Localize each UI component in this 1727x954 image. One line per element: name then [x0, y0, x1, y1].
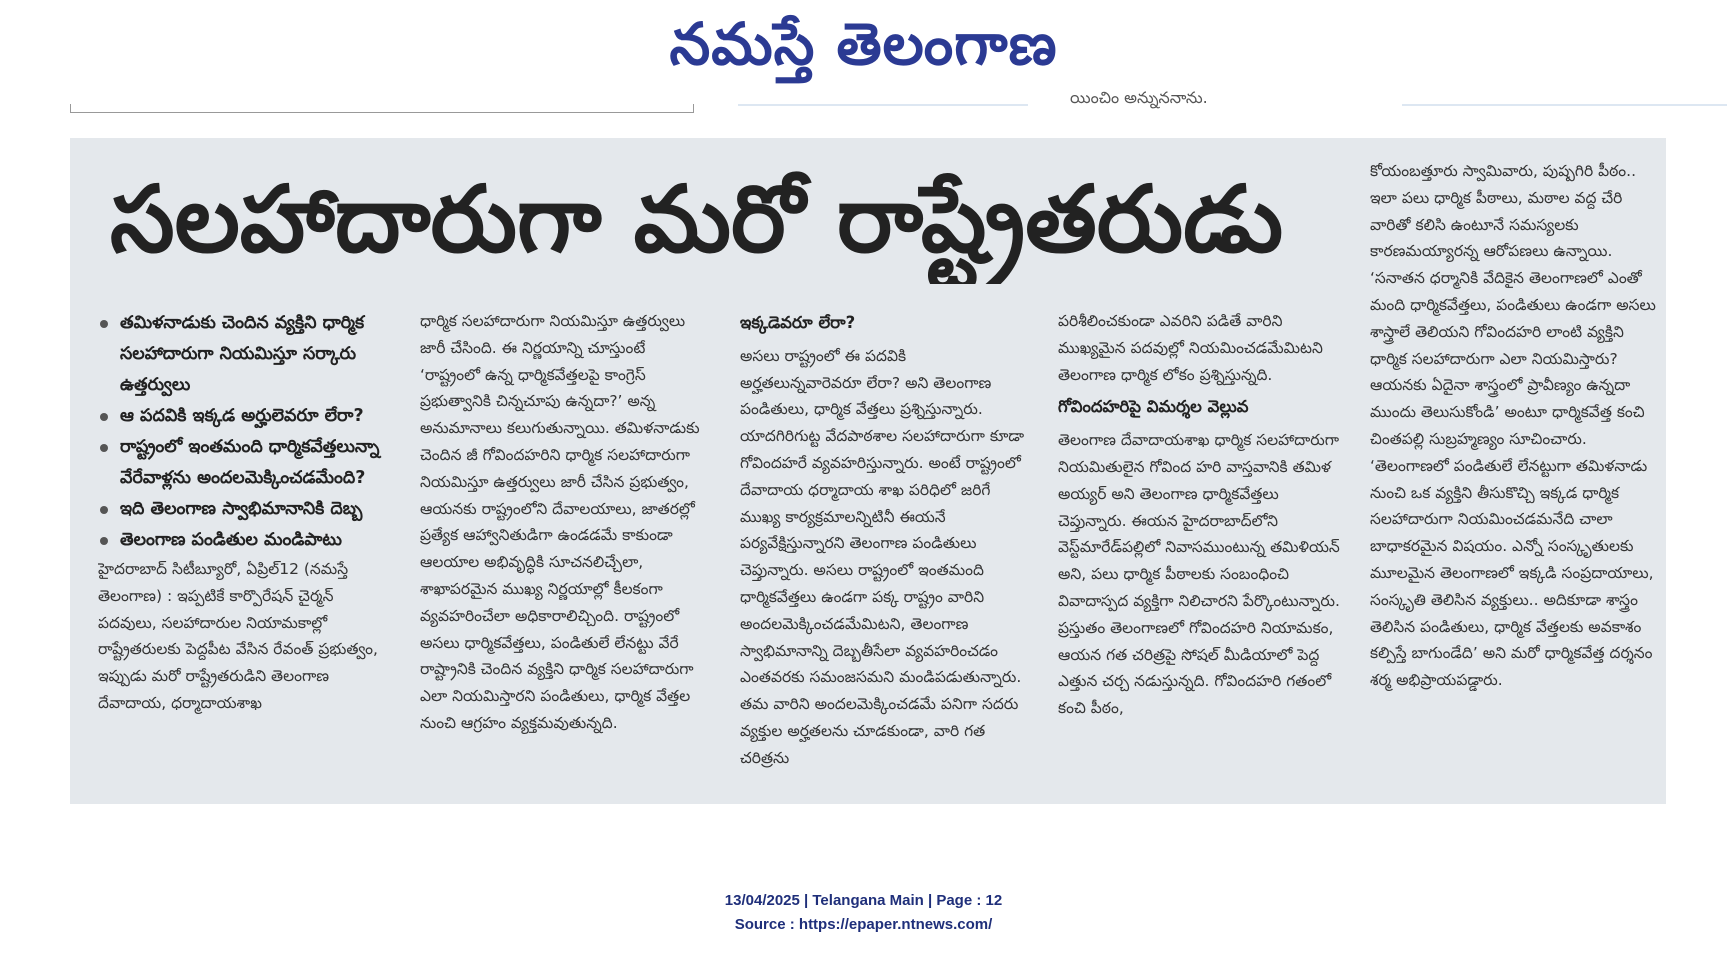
bullet-item: ఇది తెలంగాణ స్వాభిమానానికి దెబ్బ [98, 494, 388, 525]
subheading-no-one-here: ఇక్కడెవరూ లేరా? [740, 313, 856, 332]
top-text-fragment: యించిం అన్నుననాను. [1070, 88, 1208, 107]
article-panel [70, 138, 1666, 804]
masthead-logo: నమస్తే తెలంగాణ [669, 10, 1058, 78]
article-column-5 [1370, 158, 1660, 798]
article-paragraph: పరిశీలించకుండా ఎవరిని పడితే వారిని ముఖ్యమైన పదవుల్లో నియమించడమేమిటని తెలంగాణ ధార్మిక లోకం ప్రశ్నిస్తున్నది. [1058, 312, 1323, 384]
article-paragraph: కోయంబత్తూరు స్వామివారు, పుష్పగిరి పీఠం.. ఇలా పలు ధార్మిక పీఠాలు, మఠాల వద్ద చేరి వారితో కలిసి ఉంటూనే సమస్యలకు కారణమయ్యారన్న ఆరోపణలు ఉన్నాయి. ‘సనాతన ధర్మానికి వేదికైన తెలంగాణలో ఎంతో మంది ధార్మికవేత్తలు, పండితులు ఉండగా అసలు శాస్త్రాలే తెలియని గోవిందహరి లాంటి వ్యక్తిని ధార్మిక సలహాదారుగా ఎలా నియమిస్తారు? ఆయనకు ఏదైనా శాస్త్రంలో ప్రావీణ్యం ఉన్నదా ముందు తెలుసుకోండి’ అంటూ ధార్మికవేత్త కంచి చింతపల్లి సుబ్రహ్మణ్యం సూచించారు. ‘తెలంగాణలో పండితులే లేనట్టుగా తమిళనాడు నుంచి ఒక వ్యక్తిని తీసుకొచ్చి ఇక్కడ ధార్మిక సలహాదారుగా నియమించడమనేది చాలా బాధాకరమైన విషయం. ఎన్నో సంస్కృతులకు మూలమైన తెలంగాణలో ఇక్కడి సంప్రదాయాలు, సంస్కృతి తెలిసిన వ్యక్తులు.. అదికూడా శాస్త్రం తెలిసిన పండితులు, ధార్మిక వేత్తలకు అవకాశం కల్పిస్తే బాగుండేది’ అని మరో ధార్మికవేత్త దర్శనం శర్మ అభిప్రాయపడ్డారు. [1370, 162, 1656, 690]
article-column-2 [420, 308, 710, 798]
article-paragraph: అసలు రాష్ట్రంలో ఈ పదవికి అర్హతలున్నవారెవరూ లేరా? అని తెలంగాణ పండితులు, ధార్మిక వేత్తలు ప్రశ్నిస్తున్నారు. యాదగిరిగుట్ట వేదపాఠశాల సలహాదారుగా కూడా గోవిందహరే వ్యవహరిస్తున్నారు. అంటే రాష్ట్రంలో దేవాదాయ ధర్మాదాయ శాఖ పరిధిలో జరిగే ముఖ్య కార్యక్రమాలన్నిటినీ ఈయనే పర్యవేక్షిస్తున్నారని తెలంగాణ పండితులు చెప్తున్నారు. అసలు రాష్ట్రంలో ఇంతమంది ధార్మికవేత్తలు ఉండగా పక్క రాష్ట్రం వారిని అందలమెక్కించడమేమిటని, తెలంగాణ స్వాభిమానాన్ని దెబ్బతీసేలా వ్యవహరించడం ఎంతవరకు సమంజసమని మండిపడుతున్నారు. తమ వారిని అందలమెక్కించడమే పనిగా సదరు వ్యక్తుల అర్హతలను చూడకుండా, వారి గత చరిత్రను [740, 346, 1025, 767]
bullet-item: రాష్ట్రంలో ఇంతమంది ధార్మికవేత్తలున్నా వేరేవాళ్లను అందలమెక్కించడమేంది? [98, 432, 388, 494]
bullet-dot-icon [100, 413, 108, 421]
top-divider-left [70, 104, 694, 113]
bullet-dot-icon [100, 537, 108, 545]
article-headline: సలహాదారుగా మరో రాష్ట్రేతరుడు [110, 166, 1284, 273]
bullet-dot-icon [100, 506, 108, 514]
article-column-4 [1058, 308, 1348, 798]
article-column-3 [740, 308, 1030, 798]
top-divider-middle [738, 104, 1028, 106]
bullet-dot-icon [100, 444, 108, 452]
bullet-item: తమిళనాడుకు చెందిన వ్యక్తిని ధార్మిక సలహాదారుగా నియమిస్తూ సర్కారు ఉత్తర్వులు [98, 308, 388, 401]
bullet-item: ఆ పదవికి ఇక్కడ అర్హులెవరూ లేరా? [98, 401, 388, 432]
footer-edition-info: 13/04/2025 | Telangana Main | Page : 12 [724, 892, 1003, 909]
article-paragraph: ధార్మిక సలహాదారుగా నియమిస్తూ ఉత్తర్వులు జారీ చేసింది. ఈ నిర్ణయాన్ని చూస్తుంటే ‘రాష్ట్రంలో ఉన్న ధార్మికవేత్తలపై కాంగ్రెస్ ప్రభుత్వానికి చిన్నచూపు ఉన్నదా?’ అన్న అనుమానాలు కలుగుతున్నాయి. తమిళనాడుకు చెందిన జీ గోవిందహరిని ధార్మిక సలహాదారుగా నియమిస్తూ ఉత్తర్వులు జారీ చేసిన ప్రభుత్వం, ఆయనకు రాష్ట్రంలోని దేవాలయాలు, జాతరల్లో ప్రత్యేక ఆహ్వానితుడిగా ఉండడమే కాకుండా ఆలయాల అభివృద్ధికి సూచనలిచ్చేలా, శాఖాపరమైన ముఖ్య నిర్ణయాల్లో కీలకంగా వ్యవహరించేలా అధికారాలిచ్చింది. రాష్ట్రంలో అసలు ధార్మికవేత్తలు, పండితులే లేనట్టు వేరే రాష్ట్రానికి చెందిన వ్యక్తిని ధార్మిక సలహాదారుగా ఎలా నియమిస్తారని పండితులు, ధార్మిక వేత్తల నుంచి ఆగ్రహం వ్యక్తమవుతున్నది. [420, 312, 700, 732]
highlight-bullets [98, 308, 388, 556]
top-divider-right [1402, 104, 1727, 106]
article-paragraph: తెలంగాణ దేవాదాయశాఖ ధార్మిక సలహాదారుగా నియమితులైన గోవింద హరి వాస్తవానికి తమిళ అయ్యర్ అని తెలంగాణ ధార్మికవేత్తలు చెప్తున్నారు. ఈయన హైదరాబాద్‌లోని వెస్ట్‌మారేడ్‌పల్లిలో నివాసముంటున్న తమిళియన్ అని, పలు ధార్మిక పీఠాలకు సంబంధించి వివాదాస్పద వ్యక్తిగా నిలిచారని పేర్కొంటున్నారు. ప్రస్తుతం తెలంగాణలో గోవిందహరి నియామకం, ఆయన గత చరిత్రపై సోషల్ మీడియాలో పెద్ద ఎత్తున చర్చ నడుస్తున్నది. గోవిందహరి గతంలో కంచి పీఠం, [1058, 431, 1340, 718]
bullet-item: తెలంగాణ పండితుల మండిపాటు [98, 525, 388, 556]
bullet-dot-icon [100, 320, 108, 328]
article-column-1 [98, 308, 388, 798]
subheading-criticism: గోవిందహరిపై విమర్శల వెల్లువ [1058, 397, 1249, 417]
article-dateline-paragraph: హైదరాబాద్ సిటీబ్యూరో, ఏప్రిల్12 (నమస్తే తెలంగాణ) : ఇప్పటికే కార్పొరేషన్ చైర్మన్ పదవులు, సలహాదారుల నియామకాల్లో రాష్ట్రేతరులకు పెద్దపీట వేసిన రేవంత్ ప్రభుత్వం, ఇప్పుడు మరో రాష్ట్రేతరుడిని తెలంగాణ దేవాదాయ, ధర్మాదాయశాఖ [98, 560, 378, 712]
footer-source-link[interactable]: Source : https://epaper.ntnews.com/ [734, 916, 993, 933]
